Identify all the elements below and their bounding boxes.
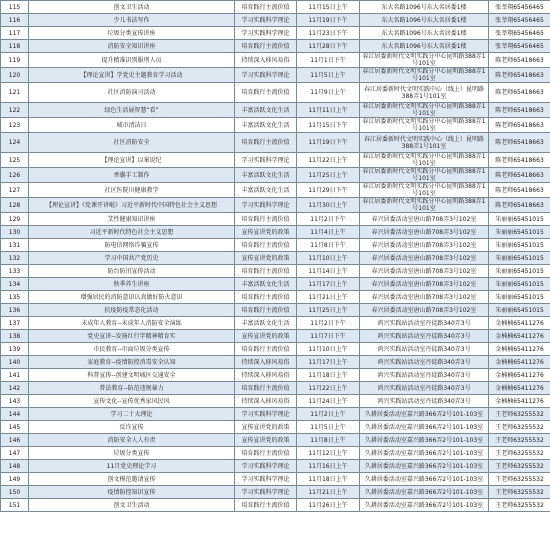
table-row bbox=[1, 213, 550, 226]
row-number-cell: 137 bbox=[1, 317, 29, 330]
activity-title-cell: 社区消防演习活动 bbox=[29, 83, 235, 103]
activity-category-cell: 丰富活跃文化生活 bbox=[235, 317, 297, 330]
row-number-cell: 127 bbox=[1, 183, 29, 198]
table-row bbox=[1, 40, 550, 53]
row-number-cell: 143 bbox=[1, 395, 29, 408]
activity-time-cell: 11月9日上午 bbox=[297, 83, 360, 103]
activity-address-cell: 春兴居委活动室唐山路708弄3号102室 bbox=[360, 291, 489, 304]
table-row bbox=[1, 434, 550, 447]
table-row bbox=[1, 460, 550, 473]
activity-contact-cell: 朱丽丽65451015 bbox=[489, 304, 550, 317]
activity-title-cell: 党史宣讲--发扬红行字精神精育实 bbox=[29, 330, 235, 343]
row-number-cell: 134 bbox=[1, 278, 29, 291]
row-number-cell: 147 bbox=[1, 447, 29, 460]
activity-address-cell: 久耕居委活动室嘉兴路366弄2号101-103室 bbox=[360, 408, 489, 421]
activity-category-cell: 学习实践科学理论 bbox=[235, 408, 297, 421]
activity-category-cell: 宣传宣讲党的政策 bbox=[235, 330, 297, 343]
activity-title-cell: 消防安全人人有责 bbox=[29, 434, 235, 447]
activity-address-cell: 鸿兴实践站活动室丹徒路340弄3号 bbox=[360, 317, 489, 330]
activity-time-cell: 11月25日上午 bbox=[297, 168, 360, 183]
activity-title-cell: 艾性健康知识讲座 bbox=[29, 213, 235, 226]
table-row bbox=[1, 447, 550, 460]
row-number-cell: 131 bbox=[1, 239, 29, 252]
activity-contact-cell: 陈老师65418663 bbox=[489, 83, 550, 103]
activity-category-cell: 培育践行主流价值 bbox=[235, 499, 297, 512]
activity-time-cell: 11月19日下午 bbox=[297, 133, 360, 153]
activity-contact-cell: 金楠楠65411276 bbox=[489, 356, 550, 369]
activity-title-cell: 社区医院川健康教学 bbox=[29, 183, 235, 198]
table-row bbox=[1, 226, 550, 239]
row-number-cell: 146 bbox=[1, 434, 29, 447]
activity-time-cell: 11月22日上午 bbox=[297, 153, 360, 168]
activity-address-cell: 春江居委新时代文明实践分中心昆明路388弄1号101室 bbox=[360, 118, 489, 133]
row-number-cell: 124 bbox=[1, 133, 29, 153]
activity-title-cell: 城市清洁日 bbox=[29, 118, 235, 133]
activity-address-cell: 鸿兴实践站活动室丹徒路340弄3号 bbox=[360, 369, 489, 382]
activity-address-cell: 春江居委新时代文明实践分中心昆明路388弄1号101室 bbox=[360, 68, 489, 83]
activity-address-cell: 久耕居委活动室嘉兴路366弄2号101-103室 bbox=[360, 421, 489, 434]
activity-address-cell: 春江居委新时代文明实践分中心昆明路388弄1号101室 bbox=[360, 103, 489, 118]
activity-time-cell: 11月2日上午 bbox=[297, 408, 360, 421]
row-number-cell: 135 bbox=[1, 291, 29, 304]
activity-time-cell: 11月26日上午 bbox=[297, 499, 360, 512]
activity-category-cell: 学习实践科学理论 bbox=[235, 460, 297, 473]
activity-category-cell: 学习实践科学理论 bbox=[235, 198, 297, 213]
table-row bbox=[1, 68, 550, 83]
row-number-cell: 128 bbox=[1, 198, 29, 213]
activity-title-cell: 【理论宣讲】学党史主题教育学习活动 bbox=[29, 68, 235, 83]
activity-address-cell: 春江居委新时代文明实践中心（线上）昆明路388弄1号101室 bbox=[360, 133, 489, 153]
activity-time-cell: 11月17日上午 bbox=[297, 356, 360, 369]
activity-title-cell: 增强居民的消防意识认真做好防火意识 bbox=[29, 291, 235, 304]
activity-contact-cell: 陈老师65418663 bbox=[489, 133, 550, 153]
activity-contact-cell: 张莘翔65456465 bbox=[489, 27, 550, 40]
table-row bbox=[1, 421, 550, 434]
table-row bbox=[1, 168, 550, 183]
activity-time-cell: 11月21日上午 bbox=[297, 486, 360, 499]
activity-contact-cell: 陈老师65418663 bbox=[489, 153, 550, 168]
table-row bbox=[1, 153, 550, 168]
row-number-cell: 129 bbox=[1, 213, 29, 226]
activity-contact-cell: 金楠楠65411276 bbox=[489, 343, 550, 356]
activity-title-cell: 防台防汛宣传活动 bbox=[29, 265, 235, 278]
activity-contact-cell: 金楠楠65411276 bbox=[489, 317, 550, 330]
row-number-cell: 133 bbox=[1, 265, 29, 278]
activity-address-cell: 春兴居委活动室唐山路708弄3号102室 bbox=[360, 213, 489, 226]
activity-address-cell: 鸿兴实践站活动室丹徒路340弄3号 bbox=[360, 395, 489, 408]
activity-contact-cell: 张莘翔65456465 bbox=[489, 14, 550, 27]
activity-address-cell: 鸿兴实践站活动室丹徒路340弄3号 bbox=[360, 382, 489, 395]
activity-address-cell: 春兴居委活动室唐山路708弄3号102室 bbox=[360, 252, 489, 265]
activity-address-cell: 春兴居委活动室唐山路708弄3号102室 bbox=[360, 239, 489, 252]
activity-title-cell: 宣传文化--宣传优秀家风民风 bbox=[29, 395, 235, 408]
activity-contact-cell: 陈老师65418663 bbox=[489, 103, 550, 118]
activity-title-cell: 反诈宣传 bbox=[29, 421, 235, 434]
table-row bbox=[1, 198, 550, 213]
row-number-cell: 122 bbox=[1, 103, 29, 118]
activity-time-cell: 11月22日上午 bbox=[297, 382, 360, 395]
table-row bbox=[1, 291, 550, 304]
activity-category-cell: 学习实践科学理论 bbox=[235, 486, 297, 499]
row-number-cell: 145 bbox=[1, 421, 29, 434]
activity-address-cell: 鸿兴实践站活动室丹徒路340弄3号 bbox=[360, 356, 489, 369]
activity-title-cell: 抗疫防疫常态化活动 bbox=[29, 304, 235, 317]
activity-address-cell: 久耕居委活动室嘉兴路366弄2号101-103室 bbox=[360, 460, 489, 473]
activity-contact-cell: 陈老师65418663 bbox=[489, 168, 550, 183]
row-number-cell: 116 bbox=[1, 14, 29, 27]
table-row bbox=[1, 239, 550, 252]
activity-address-cell: 春兴居委活动室唐山路708弄3号102室 bbox=[360, 278, 489, 291]
row-number-cell: 150 bbox=[1, 486, 29, 499]
activity-time-cell: 11月18日上午 bbox=[297, 369, 360, 382]
activity-contact-cell: 王老师63255532 bbox=[489, 486, 550, 499]
activity-title-cell: 防电信网络诈骗宣传 bbox=[29, 239, 235, 252]
table-row bbox=[1, 486, 550, 499]
activity-category-cell: 培育践行主流价值 bbox=[235, 83, 297, 103]
activity-category-cell: 宣传宣讲党的政策 bbox=[235, 421, 297, 434]
activity-title-cell: 【理论宣讲】《党课开讲啦》习近平新时代中国特色社会主义思想 bbox=[29, 198, 235, 213]
table-row bbox=[1, 356, 550, 369]
activity-category-cell: 持续深入移风易俗 bbox=[235, 395, 297, 408]
activity-contact-cell: 王老师63255532 bbox=[489, 447, 550, 460]
activity-time-cell: 11月14日上午 bbox=[297, 265, 360, 278]
table-row bbox=[1, 83, 550, 103]
activity-contact-cell: 王老师63255532 bbox=[489, 460, 550, 473]
activity-time-cell: 11月12日上午 bbox=[297, 447, 360, 460]
activity-address-cell: 春江居委新时代文明实践分中心昆明路388弄1号101室 bbox=[360, 198, 489, 213]
activity-category-cell: 学习实践科学理论 bbox=[235, 14, 297, 27]
activity-category-cell: 持续深入移风易俗 bbox=[235, 53, 297, 68]
row-number-cell: 142 bbox=[1, 382, 29, 395]
activity-category-cell: 培育践行主流价值 bbox=[235, 291, 297, 304]
row-number-cell: 121 bbox=[1, 83, 29, 103]
activity-address-cell: 春江居委新时代文明实践分中心昆明路388弄1号101室 bbox=[360, 153, 489, 168]
activity-category-cell: 培育践行主流价值 bbox=[235, 447, 297, 460]
row-number-cell: 138 bbox=[1, 330, 29, 343]
activity-category-cell: 学习实践科学理论 bbox=[235, 68, 297, 83]
activity-contact-cell: 朱丽丽65451015 bbox=[489, 226, 550, 239]
activity-contact-cell: 朱丽丽65451015 bbox=[489, 213, 550, 226]
activity-address-cell: 春兴居委活动室唐山路708弄3号102室 bbox=[360, 265, 489, 278]
activity-time-cell: 11月1日下午 bbox=[297, 53, 360, 68]
table-row bbox=[1, 53, 550, 68]
activity-category-cell: 学习实践科学理论 bbox=[235, 153, 297, 168]
table-row bbox=[1, 317, 550, 330]
table-row bbox=[1, 499, 550, 512]
activity-address-cell: 春江居委新时代文明实践中心（线上）昆明路388弄1号101室 bbox=[360, 83, 489, 103]
activity-address-cell: 春兴居委活动室唐山路708弄3号102室 bbox=[360, 226, 489, 239]
activity-address-cell: 春江居委新时代文明实践分中心昆明路388弄1号101室 bbox=[360, 183, 489, 198]
table-row bbox=[1, 408, 550, 421]
activity-time-cell: 11月21日上午 bbox=[297, 291, 360, 304]
activity-title-cell: 学习中国共产党历史 bbox=[29, 252, 235, 265]
activity-title-cell: 习近平新时代特色社会主义思想 bbox=[29, 226, 235, 239]
activity-title-cell: 市民教育--市面垃圾分类宣传 bbox=[29, 343, 235, 356]
row-number-cell: 118 bbox=[1, 40, 29, 53]
row-number-cell: 117 bbox=[1, 27, 29, 40]
activity-time-cell: 11月5日上午 bbox=[297, 68, 360, 83]
row-number-cell: 149 bbox=[1, 473, 29, 486]
activity-time-cell: 11月2日下午 bbox=[297, 213, 360, 226]
activity-contact-cell: 金楠楠65411276 bbox=[489, 330, 550, 343]
activity-title-cell: 社区消防安全 bbox=[29, 133, 235, 153]
activity-category-cell: 宣传宣讲党的政策 bbox=[235, 226, 297, 239]
activity-time-cell: 11月4日上午 bbox=[297, 226, 360, 239]
activity-title-cell: 垃圾分类宣传讲座 bbox=[29, 27, 235, 40]
table-row bbox=[1, 1, 550, 14]
activity-title-cell: 消防安全知识讲座 bbox=[29, 40, 235, 53]
activity-category-cell: 培育践行主流价值 bbox=[235, 133, 297, 153]
activity-contact-cell: 朱丽丽65451015 bbox=[489, 239, 550, 252]
row-number-cell: 140 bbox=[1, 356, 29, 369]
activity-category-cell: 持续深入移风易俗 bbox=[235, 356, 297, 369]
activity-contact-cell: 陈老师65418663 bbox=[489, 68, 550, 83]
activity-category-cell: 宣传宣讲党的政策 bbox=[235, 434, 297, 447]
table-row bbox=[1, 382, 550, 395]
activity-title-cell: 家庭教育--疫情防控消毒安全认知 bbox=[29, 356, 235, 369]
activity-title-cell: 创文卫生活动 bbox=[29, 499, 235, 512]
table-row bbox=[1, 343, 550, 356]
row-number-cell: 115 bbox=[1, 1, 29, 14]
activity-contact-cell: 张莘翔65456465 bbox=[489, 40, 550, 53]
activity-address-cell: 鸿兴实践站活动室丹徒路340弄3号 bbox=[360, 330, 489, 343]
activity-time-cell: 11月29日下午 bbox=[297, 183, 360, 198]
row-number-cell: 148 bbox=[1, 460, 29, 473]
table-row bbox=[1, 395, 550, 408]
activity-title-cell: 学习二十大理论 bbox=[29, 408, 235, 421]
activity-contact-cell: 王老师63255532 bbox=[489, 434, 550, 447]
activity-time-cell: 11月10日上午 bbox=[297, 252, 360, 265]
activity-title-cell: 垃圾分类宣传 bbox=[29, 447, 235, 460]
activity-time-cell: 11月25日上午 bbox=[297, 304, 360, 317]
table-row bbox=[1, 473, 550, 486]
row-number-cell: 123 bbox=[1, 118, 29, 133]
activity-contact-cell: 王老师63255532 bbox=[489, 408, 550, 421]
activity-address-cell: 久耕居委活动室嘉兴路366弄2号101-103室 bbox=[360, 473, 489, 486]
activity-title-cell: 香囊手工制作 bbox=[29, 168, 235, 183]
activity-contact-cell: 朱丽丽65451015 bbox=[489, 291, 550, 304]
activity-title-cell: 普法教育--防范违规暴力 bbox=[29, 382, 235, 395]
activity-time-cell: 11月23日下午 bbox=[297, 27, 360, 40]
row-number-cell: 144 bbox=[1, 408, 29, 421]
activity-time-cell: 11月5日上午 bbox=[297, 421, 360, 434]
activity-time-cell: 11月16日上午 bbox=[297, 460, 360, 473]
activity-time-cell: 11月11日上午 bbox=[297, 103, 360, 118]
activity-contact-cell: 金楠楠65411276 bbox=[489, 395, 550, 408]
activity-category-cell: 丰富活跃文化生活 bbox=[235, 278, 297, 291]
activity-category-cell: 培育践行主流价值 bbox=[235, 1, 297, 14]
activity-address-cell: 鸿兴实践站活动室丹徒路340弄3号 bbox=[360, 343, 489, 356]
activity-time-cell: 11月8日下午 bbox=[297, 239, 360, 252]
activity-time-cell: 11月8日上午 bbox=[297, 434, 360, 447]
activity-category-cell: 宣传宣讲党的政策 bbox=[235, 252, 297, 265]
table-row bbox=[1, 369, 550, 382]
activity-time-cell: 11月7日下午 bbox=[297, 330, 360, 343]
activity-time-cell: 11月10日上午 bbox=[297, 343, 360, 356]
table-row bbox=[1, 133, 550, 153]
activity-category-cell: 丰富活跃文化生活 bbox=[235, 183, 297, 198]
activity-title-cell: 秋季养生讲座 bbox=[29, 278, 235, 291]
activity-address-cell: 东大名路1096号东大名居委1楼 bbox=[360, 27, 489, 40]
table-row bbox=[1, 103, 550, 118]
activity-address-cell: 春江居委新时代文明实践分中心昆明路388弄1号101室 bbox=[360, 168, 489, 183]
activity-category-cell: 培育践行主流价值 bbox=[235, 213, 297, 226]
activity-contact-cell: 王老师63255532 bbox=[489, 473, 550, 486]
row-number-cell: 130 bbox=[1, 226, 29, 239]
activity-category-cell: 培育践行主流价值 bbox=[235, 382, 297, 395]
activity-address-cell: 久耕居委活动室嘉兴路366弄2号101-103室 bbox=[360, 447, 489, 460]
row-number-cell: 119 bbox=[1, 53, 29, 68]
activity-contact-cell: 陈老师65418663 bbox=[489, 198, 550, 213]
activity-contact-cell: 陈老师65418663 bbox=[489, 53, 550, 68]
activity-title-cell: 创文卫生活动 bbox=[29, 1, 235, 14]
activity-contact-cell: 陈老师65418663 bbox=[489, 118, 550, 133]
activity-address-cell: 东大名路1096号东大名居委1楼 bbox=[360, 14, 489, 27]
activity-category-cell: 丰富活跃文化生活 bbox=[235, 168, 297, 183]
activity-address-cell: 东大名路1096号东大名居委1楼 bbox=[360, 40, 489, 53]
table-row bbox=[1, 27, 550, 40]
activity-contact-cell: 金楠楠65411276 bbox=[489, 382, 550, 395]
activity-address-cell: 春兴居委活动室唐山路708弄3号102室 bbox=[360, 304, 489, 317]
activity-time-cell: 11月17日上午 bbox=[297, 278, 360, 291]
table-body bbox=[1, 1, 550, 512]
activity-address-cell: 久耕居委活动室嘉兴路366弄2号101-103室 bbox=[360, 486, 489, 499]
activity-contact-cell: 朱丽丽65451015 bbox=[489, 252, 550, 265]
row-number-cell: 136 bbox=[1, 304, 29, 317]
row-number-cell: 151 bbox=[1, 499, 29, 512]
row-number-cell: 120 bbox=[1, 68, 29, 83]
activity-address-cell: 春江居委新时代文明实践分中心昆明路388弄1号101室 bbox=[360, 53, 489, 68]
activity-time-cell: 11月24日上午 bbox=[297, 395, 360, 408]
table-row bbox=[1, 278, 550, 291]
row-number-cell: 141 bbox=[1, 369, 29, 382]
activity-time-cell: 11月30日上午 bbox=[297, 198, 360, 213]
activity-title-cell: 绿色生活展智慧“看” bbox=[29, 103, 235, 118]
activity-title-cell: 创文模范邀请宣传 bbox=[29, 473, 235, 486]
activity-contact-cell: 朱丽丽65451015 bbox=[489, 265, 550, 278]
activity-category-cell: 丰富活跃文化生活 bbox=[235, 118, 297, 133]
activity-title-cell: 未成年人教育--未成年人消防安全演练 bbox=[29, 317, 235, 330]
activity-category-cell: 培育践行主流价值 bbox=[235, 304, 297, 317]
table-row bbox=[1, 183, 550, 198]
activity-contact-cell: 金楠楠65411276 bbox=[489, 369, 550, 382]
activity-title-cell: 提升精准识别服刑人员 bbox=[29, 53, 235, 68]
activity-time-cell: 11月18日上午 bbox=[297, 473, 360, 486]
table-row bbox=[1, 330, 550, 343]
activity-category-cell: 学习实践科学理论 bbox=[235, 473, 297, 486]
activity-time-cell: 11月15日下午 bbox=[297, 118, 360, 133]
activity-category-cell: 持续深入移风易俗 bbox=[235, 369, 297, 382]
activity-contact-cell: 陈老师65418663 bbox=[489, 183, 550, 198]
table-row bbox=[1, 304, 550, 317]
row-number-cell: 126 bbox=[1, 168, 29, 183]
activity-contact-cell: 朱丽丽65451015 bbox=[489, 278, 550, 291]
activity-category-cell: 学习实践科学理论 bbox=[235, 27, 297, 40]
activity-time-cell: 11月28日下午 bbox=[297, 40, 360, 53]
activity-title-cell: 少儿书法写作 bbox=[29, 14, 235, 27]
row-number-cell: 139 bbox=[1, 343, 29, 356]
activity-title-cell: 疫情防控知识宣传 bbox=[29, 486, 235, 499]
activity-contact-cell: 王老师63255532 bbox=[489, 499, 550, 512]
table-row bbox=[1, 118, 550, 133]
activity-time-cell: 11月2日下午 bbox=[297, 317, 360, 330]
activity-address-cell: 东大名路1096号东大名居委1楼 bbox=[360, 1, 489, 14]
activity-title-cell: 【理论宣讲】以案说纪 bbox=[29, 153, 235, 168]
activity-address-cell: 久耕居委活动室嘉兴路366弄2号101-103室 bbox=[360, 434, 489, 447]
activity-contact-cell: 王老师63255532 bbox=[489, 421, 550, 434]
activity-category-cell: 培育践行主流价值 bbox=[235, 40, 297, 53]
activity-category-cell: 培育践行主流价值 bbox=[235, 239, 297, 252]
activity-title-cell: 11月党史理论学习 bbox=[29, 460, 235, 473]
activity-category-cell: 培育践行主流价值 bbox=[235, 265, 297, 278]
activity-title-cell: 科普宣传--创建文明城区交通安全 bbox=[29, 369, 235, 382]
activity-time-cell: 11月19日下午 bbox=[297, 14, 360, 27]
activity-category-cell: 培育践行主流价值 bbox=[235, 343, 297, 356]
table-row bbox=[1, 14, 550, 27]
table-row bbox=[1, 265, 550, 278]
activity-address-cell: 久耕居委活动室嘉兴路366弄2号101-103室 bbox=[360, 499, 489, 512]
activity-category-cell: 丰富活跃文化生活 bbox=[235, 103, 297, 118]
table-row bbox=[1, 252, 550, 265]
row-number-cell: 125 bbox=[1, 153, 29, 168]
activity-time-cell: 11月15日上午 bbox=[297, 1, 360, 14]
row-number-cell: 132 bbox=[1, 252, 29, 265]
activity-contact-cell: 张莘翔65456465 bbox=[489, 1, 550, 14]
